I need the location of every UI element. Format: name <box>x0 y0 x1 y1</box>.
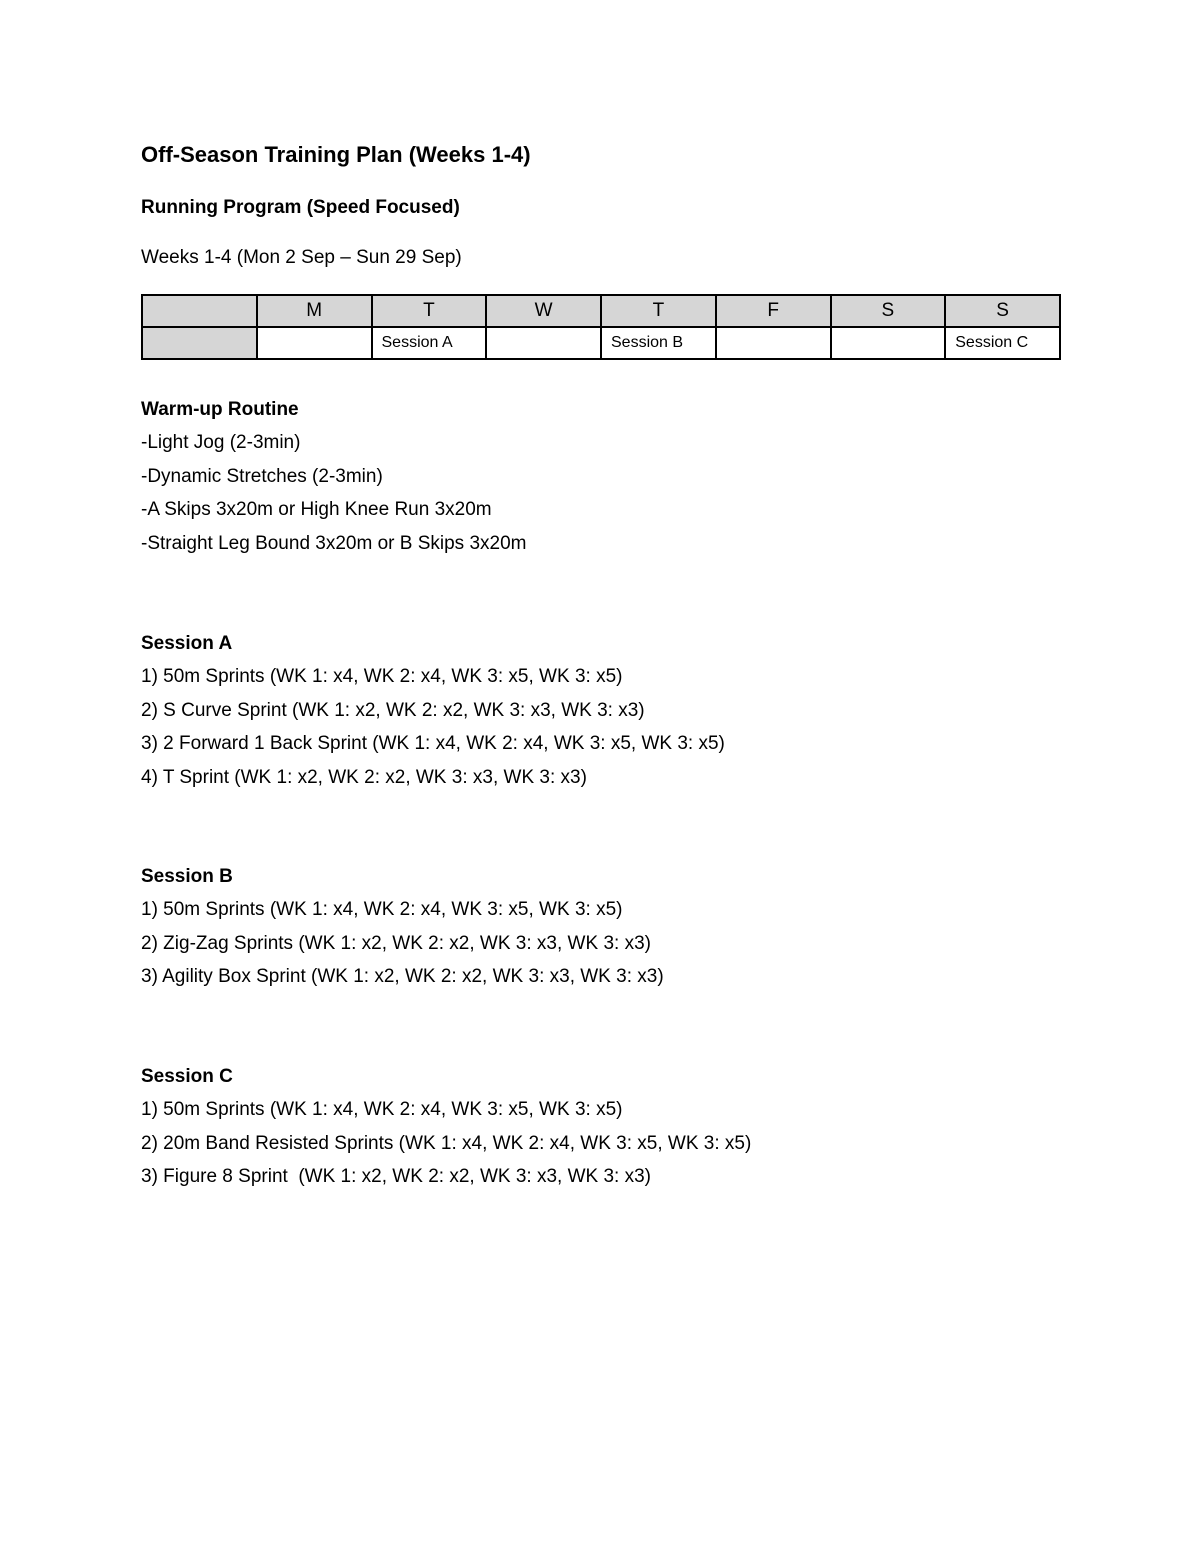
page-title: Off-Season Training Plan (Weeks 1-4) <box>141 142 531 167</box>
session-b-item: 3) Agility Box Sprint (WK 1: x2, WK 2: x2, WK 3: x3, WK 3: x3) <box>141 966 664 988</box>
session-cell-wed <box>486 327 601 359</box>
schedule-row-label-cell <box>142 327 257 359</box>
session-b-item: 2) Zig-Zag Sprints (WK 1: x2, WK 2: x2, WK 3: x3, WK 3: x3) <box>141 932 651 954</box>
date-range: Weeks 1-4 (Mon 2 Sep – Sun 29 Sep) <box>141 247 462 268</box>
schedule-session-row <box>142 327 1060 359</box>
session-b-item: 1) 50m Sprints (WK 1: x4, WK 2: x4, WK 3: x5, WK 3: x5) <box>141 899 623 921</box>
day-header-sat: S <box>831 295 946 327</box>
session-b-section <box>141 860 664 994</box>
day-header-wed: W <box>486 295 601 327</box>
day-header-mon: M <box>257 295 372 327</box>
session-cell-tue: Session A <box>372 327 487 359</box>
day-header-tue: T <box>372 295 487 327</box>
day-header-fri: F <box>716 295 831 327</box>
program-subtitle: Running Program (Speed Focused) <box>141 197 460 218</box>
session-a-item: 2) S Curve Sprint (WK 1: x2, WK 2: x2, WK 3: x3, WK 3: x3) <box>141 699 645 721</box>
session-cell-thu: Session B <box>601 327 716 359</box>
session-cell-sat <box>831 327 946 359</box>
session-b-heading: Session B <box>141 866 233 887</box>
warmup-item: -A Skips 3x20m or High Knee Run 3x20m <box>141 499 492 521</box>
warmup-item: -Dynamic Stretches (2-3min) <box>141 465 383 487</box>
session-a-item: 4) T Sprint (WK 1: x2, WK 2: x2, WK 3: x3, WK 3: x3) <box>141 766 587 788</box>
session-cell-fri <box>716 327 831 359</box>
session-c-heading: Session C <box>141 1066 233 1087</box>
warmup-heading: Warm-up Routine <box>141 399 299 420</box>
session-a-heading: Session A <box>141 633 233 654</box>
warmup-item: -Straight Leg Bound 3x20m or B Skips 3x20m <box>141 532 527 554</box>
session-cell-mon <box>257 327 372 359</box>
session-c-item: 2) 20m Band Resisted Sprints (WK 1: x4, WK 2: x4, WK 3: x5, WK 3: x5) <box>141 1132 752 1154</box>
day-header-thu: T <box>601 295 716 327</box>
session-c-section <box>141 1060 751 1194</box>
weekly-schedule-table <box>141 294 1061 360</box>
warmup-section <box>141 393 526 560</box>
session-cell-sun: Session C <box>945 327 1060 359</box>
session-a-item: 3) 2 Forward 1 Back Sprint (WK 1: x4, WK 2: x4, WK 3: x5, WK 3: x5) <box>141 733 725 755</box>
schedule-corner-cell <box>142 295 257 327</box>
session-a-section <box>141 627 725 794</box>
session-a-item: 1) 50m Sprints (WK 1: x4, WK 2: x4, WK 3: x5, WK 3: x5) <box>141 666 623 688</box>
session-c-item: 3) Figure 8 Sprint (WK 1: x2, WK 2: x2, WK 3: x3, WK 3: x3) <box>141 1166 651 1188</box>
warmup-item: -Light Jog (2-3min) <box>141 432 301 454</box>
schedule-header-row <box>142 295 1060 327</box>
day-header-sun: S <box>945 295 1060 327</box>
session-c-item: 1) 50m Sprints (WK 1: x4, WK 2: x4, WK 3: x5, WK 3: x5) <box>141 1099 623 1121</box>
